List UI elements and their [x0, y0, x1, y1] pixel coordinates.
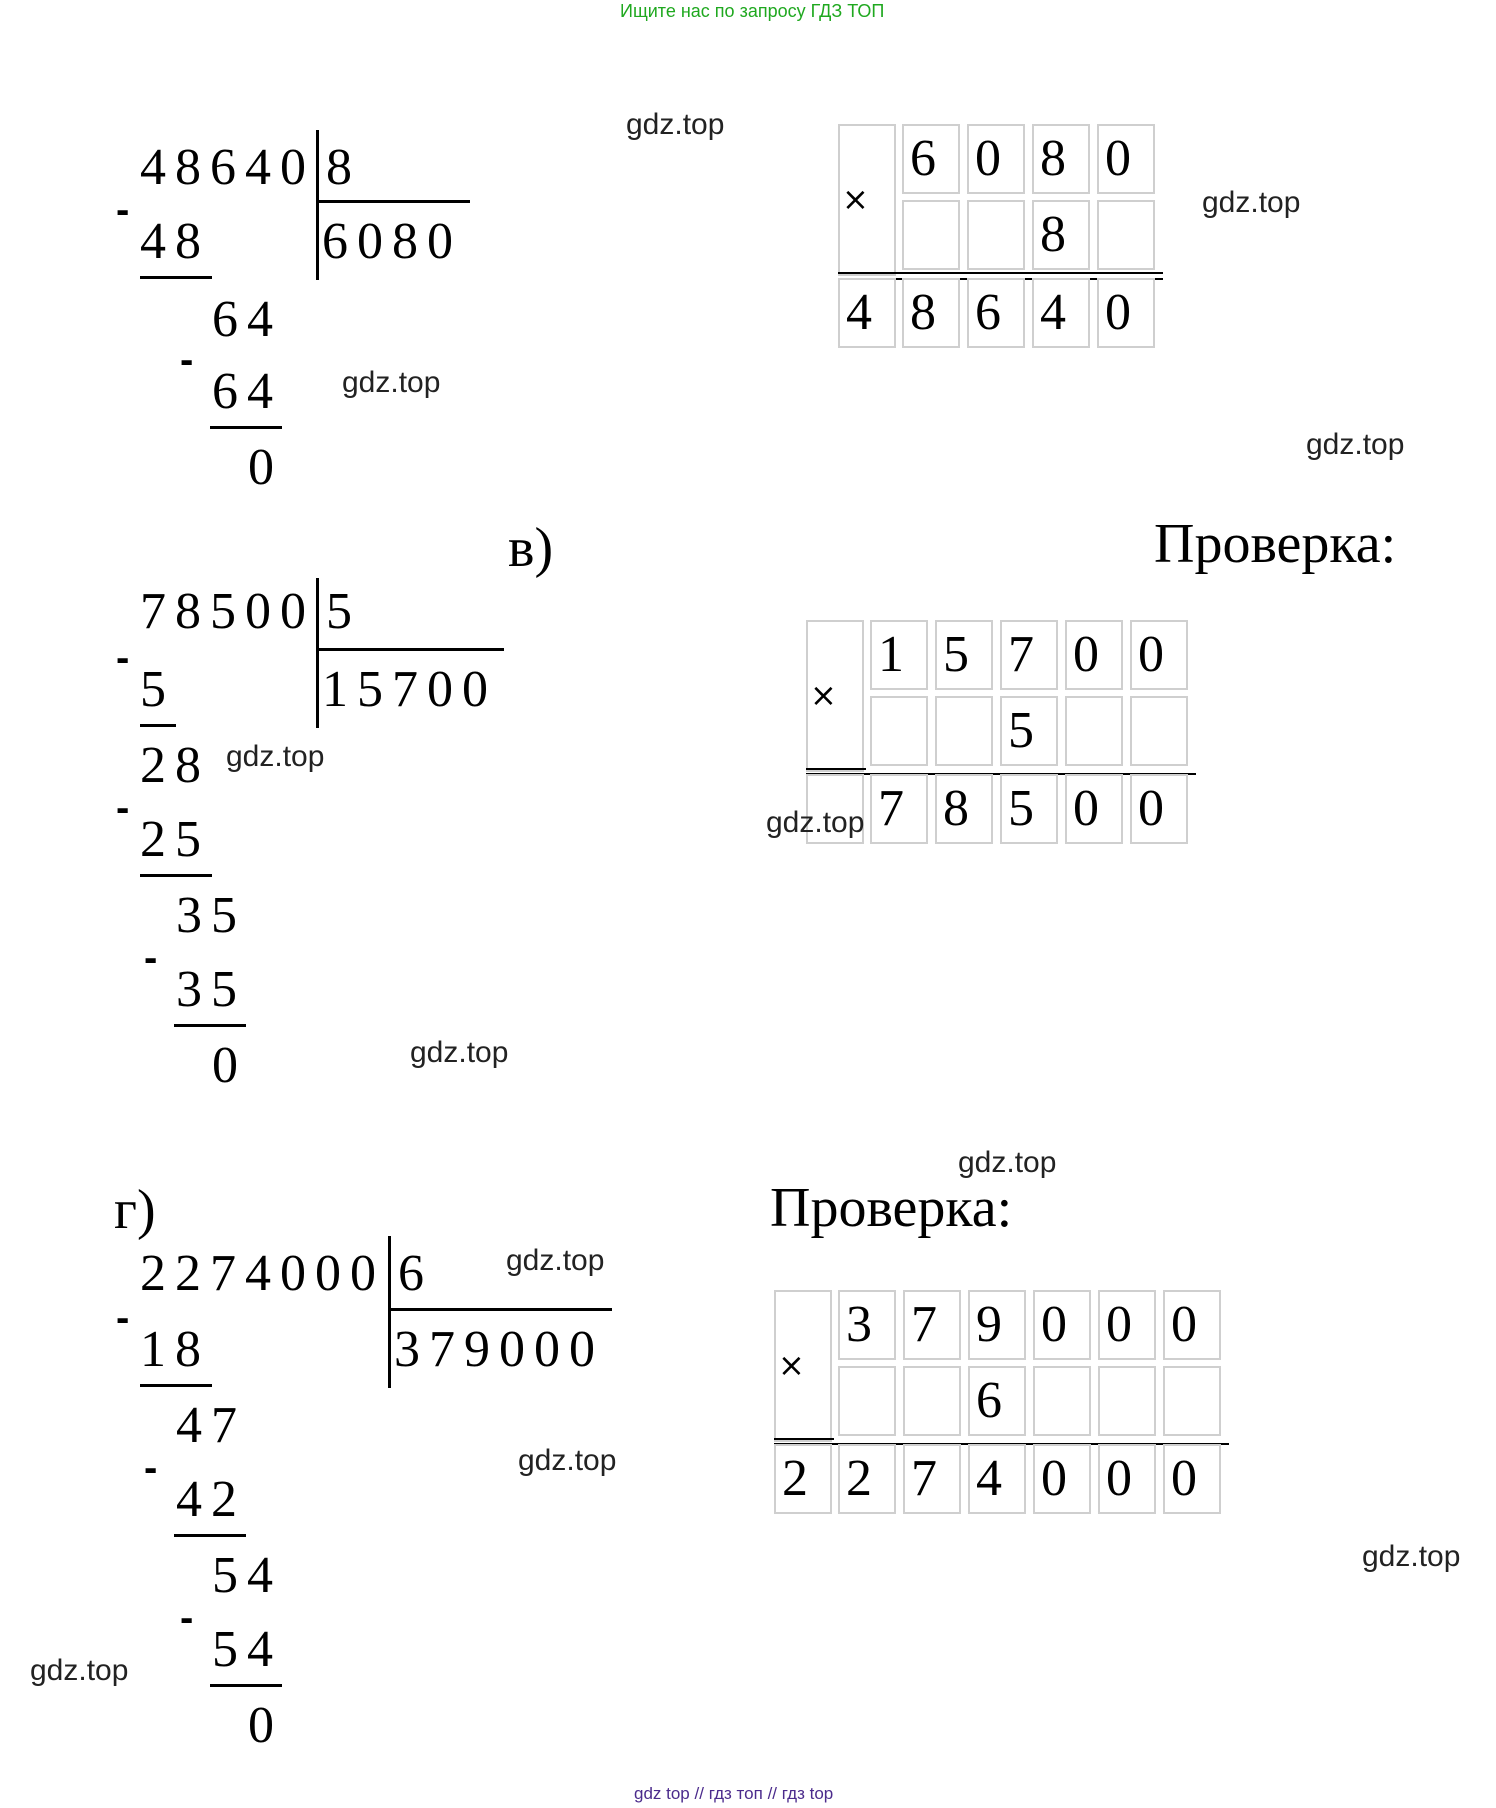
quotient: 6080 — [322, 213, 462, 270]
cell — [903, 1366, 961, 1436]
result-line — [838, 272, 1163, 274]
cell: 5 — [1000, 774, 1058, 844]
watermark: gdz.top — [766, 806, 865, 839]
minus-sign: - — [180, 1596, 194, 1640]
step-subtrahend: 64 — [212, 363, 282, 420]
cell: 0 — [1163, 1444, 1221, 1514]
cell: 3 — [838, 1290, 896, 1360]
footer-item: гдз топ — [708, 1784, 763, 1803]
cell — [1130, 696, 1188, 766]
step-subtrahend: 54 — [212, 1621, 282, 1678]
times-sign: × — [842, 180, 869, 218]
cell — [1097, 200, 1155, 270]
cell: 8 — [1032, 124, 1090, 194]
step-subtrahend: 5 — [140, 661, 175, 718]
result-line — [806, 768, 866, 770]
step-remainder: 54 — [212, 1547, 282, 1604]
dividend: 48640 — [140, 139, 315, 196]
cell: 2 — [774, 1444, 832, 1514]
watermark: gdz.top — [626, 108, 725, 141]
step-line — [140, 724, 176, 727]
minus-sign: - — [116, 188, 130, 232]
footer-item: гдз top — [781, 1784, 834, 1803]
top-banner-text: Ищите нас по запросу ГДЗ ТОП — [620, 1, 885, 21]
divisor: 8 — [326, 139, 361, 196]
label-v: в) — [508, 517, 554, 579]
cell: 6 — [967, 278, 1025, 348]
cell — [870, 696, 928, 766]
watermark: gdz.top — [1362, 1540, 1461, 1573]
minus-sign: - — [144, 936, 158, 980]
cell: 5 — [935, 620, 993, 690]
result-line — [774, 1438, 834, 1440]
division-bar-horizontal — [390, 1308, 612, 1311]
cell: 0 — [1097, 278, 1155, 348]
cell: 0 — [1033, 1444, 1091, 1514]
division-bar-horizontal — [318, 200, 470, 203]
watermark: gdz.top — [958, 1146, 1057, 1179]
watermark: gdz.top — [410, 1036, 509, 1069]
step-remainder: 47 — [176, 1397, 246, 1454]
step-remainder: 64 — [212, 291, 282, 348]
cell: 0 — [1065, 774, 1123, 844]
step-subtrahend: 42 — [176, 1471, 246, 1528]
divisor: 6 — [398, 1245, 433, 1302]
division-bar-vertical — [316, 578, 319, 728]
step-line — [210, 426, 282, 429]
final-remainder: 0 — [212, 1037, 247, 1094]
footer-separator: // — [694, 1784, 704, 1803]
cell: 1 — [870, 620, 928, 690]
cell: 0 — [1098, 1444, 1156, 1514]
cell: 0 — [1065, 620, 1123, 690]
cell: 0 — [1130, 620, 1188, 690]
division-bar-vertical — [388, 1236, 391, 1388]
step-subtrahend: 18 — [140, 1321, 210, 1378]
check-heading: Проверка: — [1154, 513, 1397, 575]
cell — [838, 1366, 896, 1436]
quotient: 15700 — [322, 661, 497, 718]
step-subtrahend: 35 — [176, 961, 246, 1018]
cell: 0 — [1163, 1290, 1221, 1360]
cell: 6 — [968, 1366, 1026, 1436]
step-line — [210, 1684, 282, 1687]
final-remainder: 0 — [248, 439, 283, 496]
times-sign: × — [778, 1346, 805, 1384]
cell: 9 — [968, 1290, 1026, 1360]
cell: 7 — [903, 1444, 961, 1514]
division-bar-horizontal — [318, 648, 504, 651]
cell: 2 — [838, 1444, 896, 1514]
cell: 0 — [1033, 1290, 1091, 1360]
divisor: 5 — [326, 583, 361, 640]
cell — [1098, 1366, 1156, 1436]
cell — [935, 696, 993, 766]
watermark: gdz.top — [1306, 428, 1405, 461]
minus-sign: - — [180, 338, 194, 382]
check-heading: Проверка: — [770, 1177, 1013, 1239]
cell: 0 — [1130, 774, 1188, 844]
minus-sign: - — [116, 1296, 130, 1340]
cell: 4 — [1032, 278, 1090, 348]
watermark: gdz.top — [226, 740, 325, 773]
cell: 8 — [935, 774, 993, 844]
cell — [1033, 1366, 1091, 1436]
cell: 8 — [902, 278, 960, 348]
footer-item: gdz top — [634, 1784, 690, 1803]
watermark: gdz.top — [342, 366, 441, 399]
cell — [1163, 1366, 1221, 1436]
watermark: gdz.top — [506, 1244, 605, 1277]
minus-sign: - — [116, 636, 130, 680]
watermark: gdz.top — [1202, 186, 1301, 219]
cell: 0 — [967, 124, 1025, 194]
step-line — [174, 1534, 246, 1537]
dividend: 78500 — [140, 583, 315, 640]
times-sign: × — [810, 676, 837, 714]
step-line — [140, 276, 212, 279]
division-bar-vertical — [316, 130, 319, 280]
footer-text — [634, 1784, 833, 1804]
minus-sign: - — [144, 1446, 158, 1490]
watermark: gdz.top — [30, 1654, 129, 1687]
cell — [902, 200, 960, 270]
cell: 7 — [870, 774, 928, 844]
cell: 7 — [903, 1290, 961, 1360]
dividend: 2274000 — [140, 1245, 385, 1302]
watermark: gdz.top — [518, 1444, 617, 1477]
step-subtrahend: 25 — [140, 811, 210, 868]
step-remainder: 28 — [140, 737, 210, 794]
step-remainder: 35 — [176, 887, 246, 944]
cell: 0 — [1097, 124, 1155, 194]
footer-separator: // — [767, 1784, 778, 1803]
cell: 8 — [1032, 200, 1090, 270]
quotient: 379000 — [394, 1321, 604, 1378]
final-remainder: 0 — [248, 1697, 283, 1754]
label-g: г) — [114, 1179, 156, 1241]
step-subtrahend: 48 — [140, 213, 210, 270]
cell: 6 — [902, 124, 960, 194]
cell: 0 — [1098, 1290, 1156, 1360]
cell — [1065, 696, 1123, 766]
cell: 4 — [968, 1444, 1026, 1514]
step-line — [174, 1024, 246, 1027]
cell: 4 — [838, 278, 896, 348]
cell — [967, 200, 1025, 270]
cell: 5 — [1000, 696, 1058, 766]
step-line — [140, 874, 212, 877]
cell: 7 — [1000, 620, 1058, 690]
step-line — [140, 1384, 212, 1387]
minus-sign: - — [116, 786, 130, 830]
